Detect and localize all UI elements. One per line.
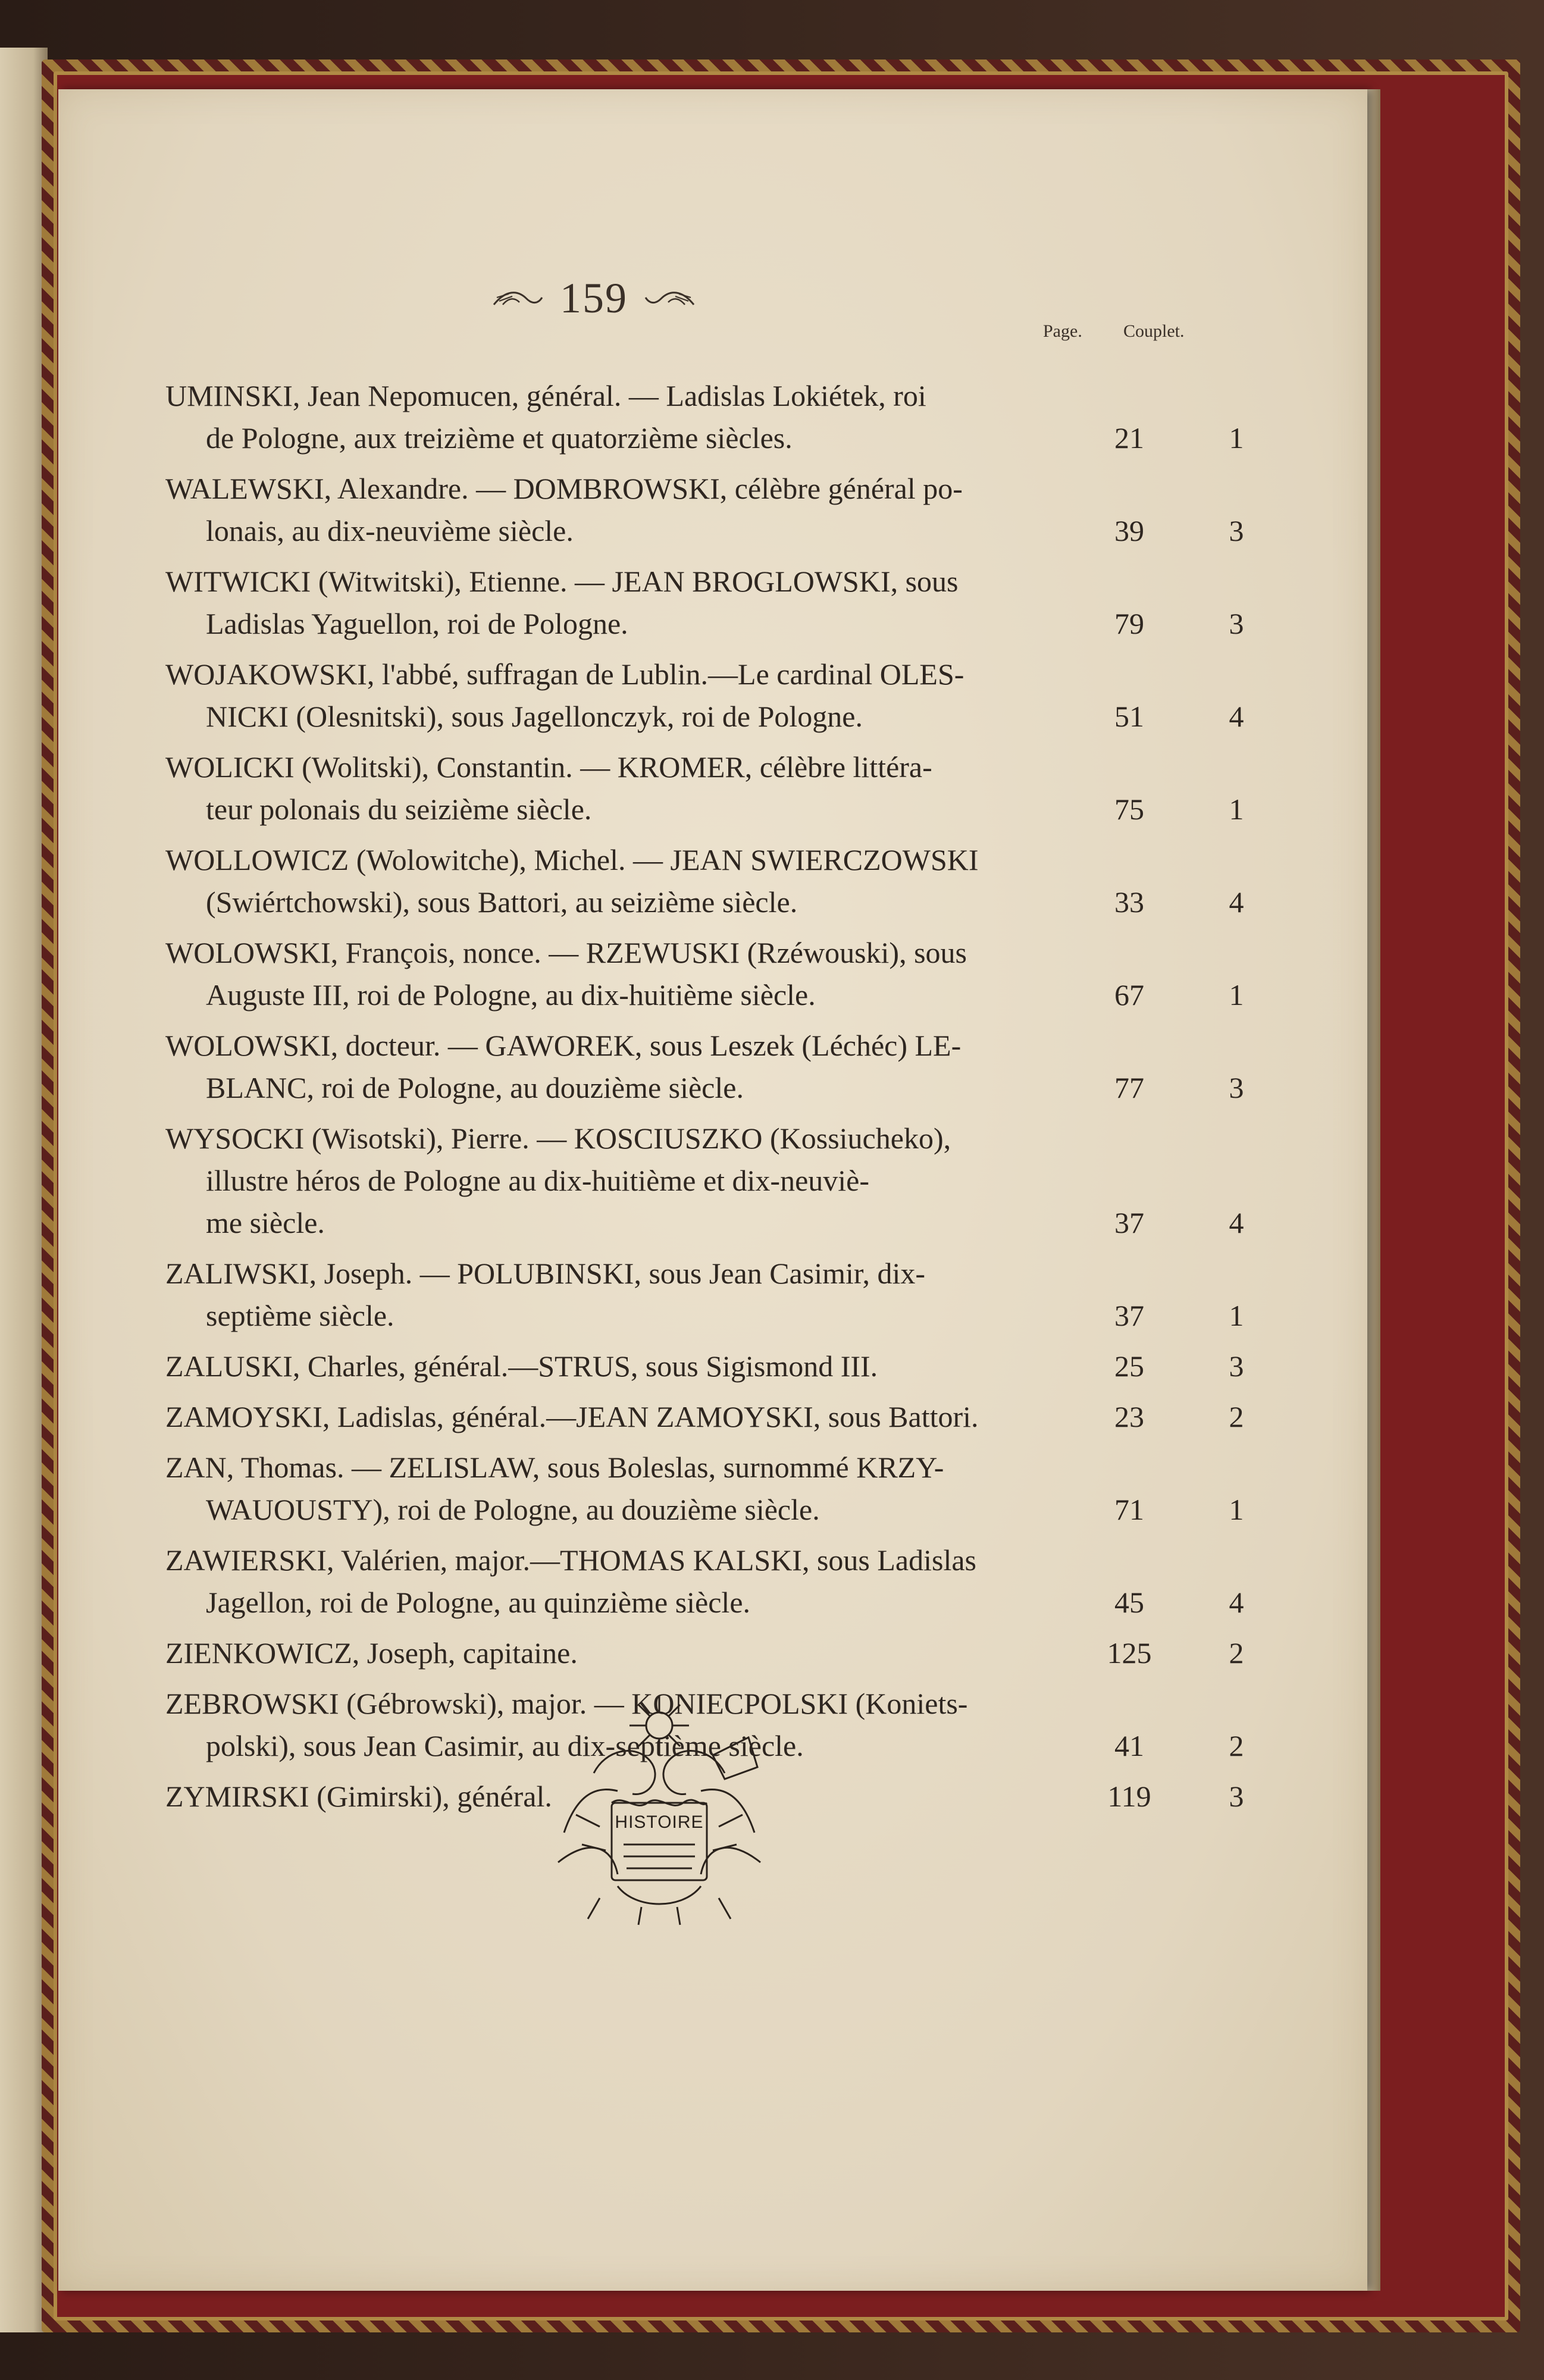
entry-couplet-number: 2: [1229, 1636, 1244, 1670]
entry-page-number: 41: [1114, 1729, 1144, 1762]
entry-page-number: 51: [1114, 700, 1144, 733]
entry-text-line: ZAN, Thomas. — ZELISLAW, sous Boleslas, surnommé KRZY-: [165, 1451, 944, 1484]
entry-couplet-number: 3: [1229, 607, 1244, 640]
entry-page-number: 39: [1114, 514, 1144, 547]
flourish-right-icon: [643, 287, 697, 311]
entry-text-line: UMINSKI, Jean Nepomucen, général. — Ladislas Lokiétek, roi: [165, 379, 926, 412]
entry-couplet-number: 4: [1229, 1586, 1244, 1619]
index-entry: [165, 560, 1296, 645]
vignette: [522, 1684, 796, 1934]
index-entry: [165, 375, 1296, 459]
entry-references: [1082, 1725, 1296, 1767]
entry-references: [1082, 1067, 1296, 1109]
entry-text-line: WOLLOWICZ (Wolowitche), Michel. — JEAN SWIERCZOWSKI: [165, 843, 979, 876]
index-entry: [165, 653, 1296, 738]
histoire-vignette-icon: [522, 1684, 796, 1934]
entry-text-line: septième siècle.: [206, 1299, 394, 1332]
index-entry: [165, 1025, 1296, 1109]
index-entry: [165, 1632, 1296, 1674]
entry-text-line: WITWICKI (Witwitski), Etienne. — JEAN BROGLOWSKI, sous: [165, 565, 959, 598]
entry-couplet-number: 4: [1229, 700, 1244, 733]
entry-references: [1082, 1345, 1296, 1388]
entry-text-line: ZALIWSKI, Joseph. — POLUBINSKI, sous Jean Casimir, dix-: [165, 1257, 926, 1290]
entry-couplet-number: 4: [1229, 885, 1244, 919]
entry-text-line: illustre héros de Pologne au dix-huitième et dix-neuviè-: [206, 1164, 869, 1197]
entry-page-number: 119: [1107, 1780, 1151, 1813]
index-entry: [165, 1117, 1296, 1244]
entry-text-line: ZYMIRSKI (Gimirski), général.: [165, 1780, 552, 1813]
entry-text-line: de Pologne, aux treizième et quatorzième siècles.: [206, 421, 793, 455]
entry-page-number: 75: [1114, 793, 1144, 826]
entry-references: [1082, 881, 1296, 923]
entry-text-line: NICKI (Olesnitski), sous Jagellonczyk, roi de Pologne.: [206, 700, 863, 733]
entry-text-line: WYSOCKI (Wisotski), Pierre. — KOSCIUSZKO (Kossiucheko),: [165, 1122, 951, 1155]
entry-couplet-number: 3: [1229, 1071, 1244, 1104]
index-entry: [165, 1345, 1296, 1388]
index-entry: [165, 1252, 1296, 1337]
entry-page-number: 71: [1114, 1493, 1144, 1526]
entry-couplet-number: 3: [1229, 1780, 1244, 1813]
entry-references: [1082, 510, 1296, 552]
entry-text-line: Auguste III, roi de Pologne, au dix-huitième siècle.: [206, 978, 816, 1012]
entry-references: [1082, 1775, 1296, 1818]
entry-couplet-number: 3: [1229, 1349, 1244, 1383]
index-entry: [165, 932, 1296, 1016]
index-entry: [165, 1539, 1296, 1624]
entry-page-number: 23: [1114, 1400, 1144, 1433]
entry-couplet-number: 3: [1229, 514, 1244, 547]
entry-page-number: 125: [1107, 1636, 1152, 1670]
entry-text-line: teur polonais du seizième siècle.: [206, 793, 592, 826]
entry-references: [1082, 1489, 1296, 1531]
entry-references: [1082, 1582, 1296, 1624]
entry-page-number: 77: [1114, 1071, 1144, 1104]
entry-text-line: WOLOWSKI, docteur. — GAWOREK, sous Leszek (Léchéc) LE-: [165, 1029, 962, 1062]
entry-references: [1082, 1632, 1296, 1674]
entry-text-line: Ladislas Yaguellon, roi de Pologne.: [206, 607, 628, 640]
index-entry: [165, 1396, 1296, 1438]
flourish-left-icon: [491, 287, 544, 311]
entry-text-line: ZAWIERSKI, Valérien, major.—THOMAS KALSKI, sous Ladislas: [165, 1543, 976, 1577]
entry-references: [1082, 788, 1296, 831]
column-header-couplet: Couplet.: [1123, 321, 1185, 341]
entry-references: [1082, 603, 1296, 645]
page-header: [58, 274, 1129, 323]
entry-references: [1082, 417, 1296, 459]
entry-couplet-number: 1: [1229, 421, 1244, 455]
index-entry: [165, 746, 1296, 831]
entry-text-line: Jagellon, roi de Pologne, au quinzième siècle.: [206, 1586, 751, 1619]
entry-page-number: 45: [1114, 1586, 1144, 1619]
entry-couplet-number: 1: [1229, 1493, 1244, 1526]
entry-text-line: polski), sous Jean Casimir, au dix-septième siècle.: [206, 1729, 804, 1762]
entry-couplet-number: 4: [1229, 1206, 1244, 1239]
index-entry: [165, 468, 1296, 552]
index-entry: [165, 839, 1296, 923]
entry-text-line: ZALUSKI, Charles, général.—STRUS, sous Sigismond III.: [165, 1349, 878, 1383]
index-entry: [165, 1446, 1296, 1531]
entry-references: [1082, 1295, 1296, 1337]
entry-page-number: 79: [1114, 607, 1144, 640]
column-headers: [998, 321, 1236, 351]
column-header-page: Page.: [1043, 321, 1082, 341]
entry-references: [1082, 1202, 1296, 1244]
entry-text-line: ZIENKOWICZ, Joseph, capitaine.: [165, 1636, 578, 1670]
entry-page-number: 21: [1114, 421, 1144, 455]
entry-page-number: 67: [1114, 978, 1144, 1012]
entry-page-number: 33: [1114, 885, 1144, 919]
left-page-edge: [0, 48, 48, 2332]
entry-references: [1082, 696, 1296, 738]
vignette-label: HISTOIRE: [615, 1812, 704, 1832]
entry-references: [1082, 1396, 1296, 1438]
entry-text-line: WOLICKI (Wolitski), Constantin. — KROMER, célèbre littéra-: [165, 750, 932, 784]
entry-references: [1082, 974, 1296, 1016]
entry-text-line: me siècle.: [206, 1206, 325, 1239]
entry-couplet-number: 1: [1229, 978, 1244, 1012]
entry-couplet-number: 1: [1229, 793, 1244, 826]
entry-couplet-number: 1: [1229, 1299, 1244, 1332]
entry-couplet-number: 2: [1229, 1400, 1244, 1433]
entry-page-number: 37: [1114, 1299, 1144, 1332]
index-entries: [165, 375, 1296, 1826]
book-page: [58, 89, 1367, 2291]
entry-text-line: lonais, au dix-neuvième siècle.: [206, 514, 574, 547]
entry-page-number: 25: [1114, 1349, 1144, 1383]
entry-couplet-number: 2: [1229, 1729, 1244, 1762]
entry-text-line: ZAMOYSKI, Ladislas, général.—JEAN ZAMOYSKI, sous Battori.: [165, 1400, 979, 1433]
entry-text-line: WOJAKOWSKI, l'abbé, suffragan de Lublin.—Le cardinal OLES-: [165, 657, 964, 691]
entry-page-number: 37: [1114, 1206, 1144, 1239]
entry-text-line: BLANC, roi de Pologne, au douzième siècle.: [206, 1071, 744, 1104]
entry-text-line: WALEWSKI, Alexandre. — DOMBROWSKI, célèbre général po-: [165, 472, 963, 505]
page-edge: [1367, 89, 1380, 2291]
entry-text-line: ZEBROWSKI (Gébrowski), major. — KONIECPOLSKI (Koniets-: [165, 1687, 968, 1720]
page-number: 159: [560, 274, 628, 322]
entry-text-line: WOLOWSKI, François, nonce. — RZEWUSKI (Rzéwouski), sous: [165, 936, 967, 969]
entry-text-line: WAUOUSTY), roi de Pologne, au douzième siècle.: [206, 1493, 820, 1526]
entry-text-line: (Swiértchowski), sous Battori, au seizième siècle.: [206, 885, 798, 919]
